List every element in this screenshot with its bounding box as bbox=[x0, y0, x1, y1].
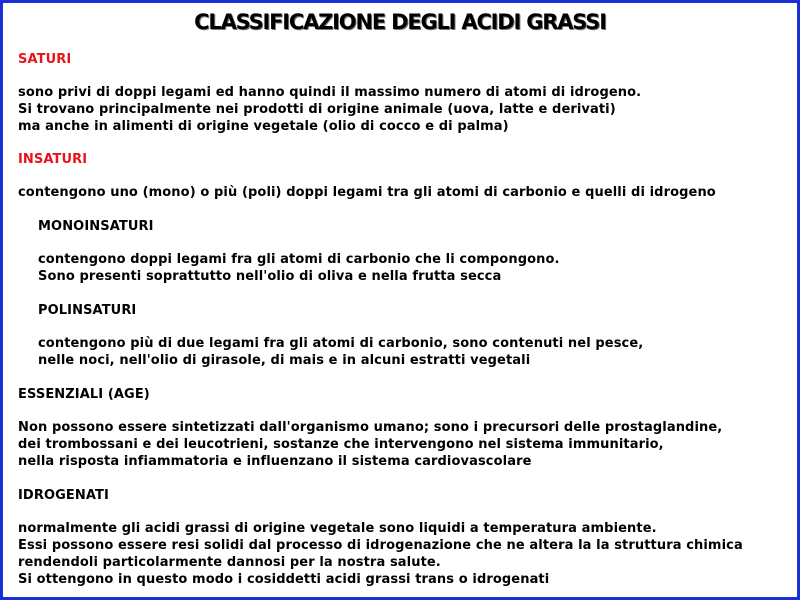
page-title: CLASSIFICAZIONE DEGLI ACIDI GRASSI bbox=[194, 10, 606, 34]
section-heading-saturi: SATURI bbox=[18, 52, 72, 67]
idrogenati-line: Si ottengono in questo modo i cosiddetti acidi grassi trans o idrogenati bbox=[18, 572, 550, 587]
saturi-line: Si trovano principalmente nei prodotti di origine animale (uova, latte e derivati) bbox=[18, 102, 616, 117]
essenziali-line: nella risposta infiammatoria e influenzano il sistema cardiovascolare bbox=[18, 454, 532, 469]
section-heading-insaturi: INSATURI bbox=[18, 152, 88, 167]
polinsaturi-line: contengono più di due legami fra gli atomi di carbonio, sono contenuti nel pesce, bbox=[38, 336, 644, 351]
idrogenati-line: Essi possono essere resi solidi dal processo di idrogenazione che ne altera la la struttura chimica bbox=[18, 538, 743, 553]
section-heading-idrogenati: IDROGENATI bbox=[18, 488, 109, 503]
idrogenati-line: rendendoli particolarmente dannosi per la nostra salute. bbox=[18, 555, 441, 570]
monoinsaturi-line: contengono doppi legami fra gli atomi di carbonio che li compongono. bbox=[38, 252, 560, 267]
monoinsaturi-line: Sono presenti soprattutto nell'olio di oliva e nella frutta secca bbox=[38, 269, 502, 284]
polinsaturi-line: nelle noci, nell'olio di girasole, di mais e in alcuni estratti vegetali bbox=[38, 353, 531, 368]
section-heading-monoinsaturi: MONOINSATURI bbox=[38, 219, 154, 234]
saturi-line: sono privi di doppi legami ed hanno quindi il massimo numero di atomi di idrogeno. bbox=[18, 85, 642, 100]
section-heading-essenziali: ESSENZIALI (AGE) bbox=[18, 387, 150, 402]
saturi-line: ma anche in alimenti di origine vegetale (olio di cocco e di palma) bbox=[18, 119, 509, 134]
insaturi-line: contengono uno (mono) o più (poli) doppi legami tra gli atomi di carbonio e quelli di idrogeno bbox=[18, 185, 716, 200]
essenziali-line: Non possono essere sintetizzati dall'organismo umano; sono i precursori delle prostaglandine, bbox=[18, 420, 723, 435]
idrogenati-line: normalmente gli acidi grassi di origine vegetale sono liquidi a temperatura ambiente. bbox=[18, 521, 657, 536]
essenziali-line: dei trombossani e dei leucotrieni, sostanze che intervengono nel sistema immunitario, bbox=[18, 437, 664, 452]
section-heading-polinsaturi: POLINSATURI bbox=[38, 303, 137, 318]
